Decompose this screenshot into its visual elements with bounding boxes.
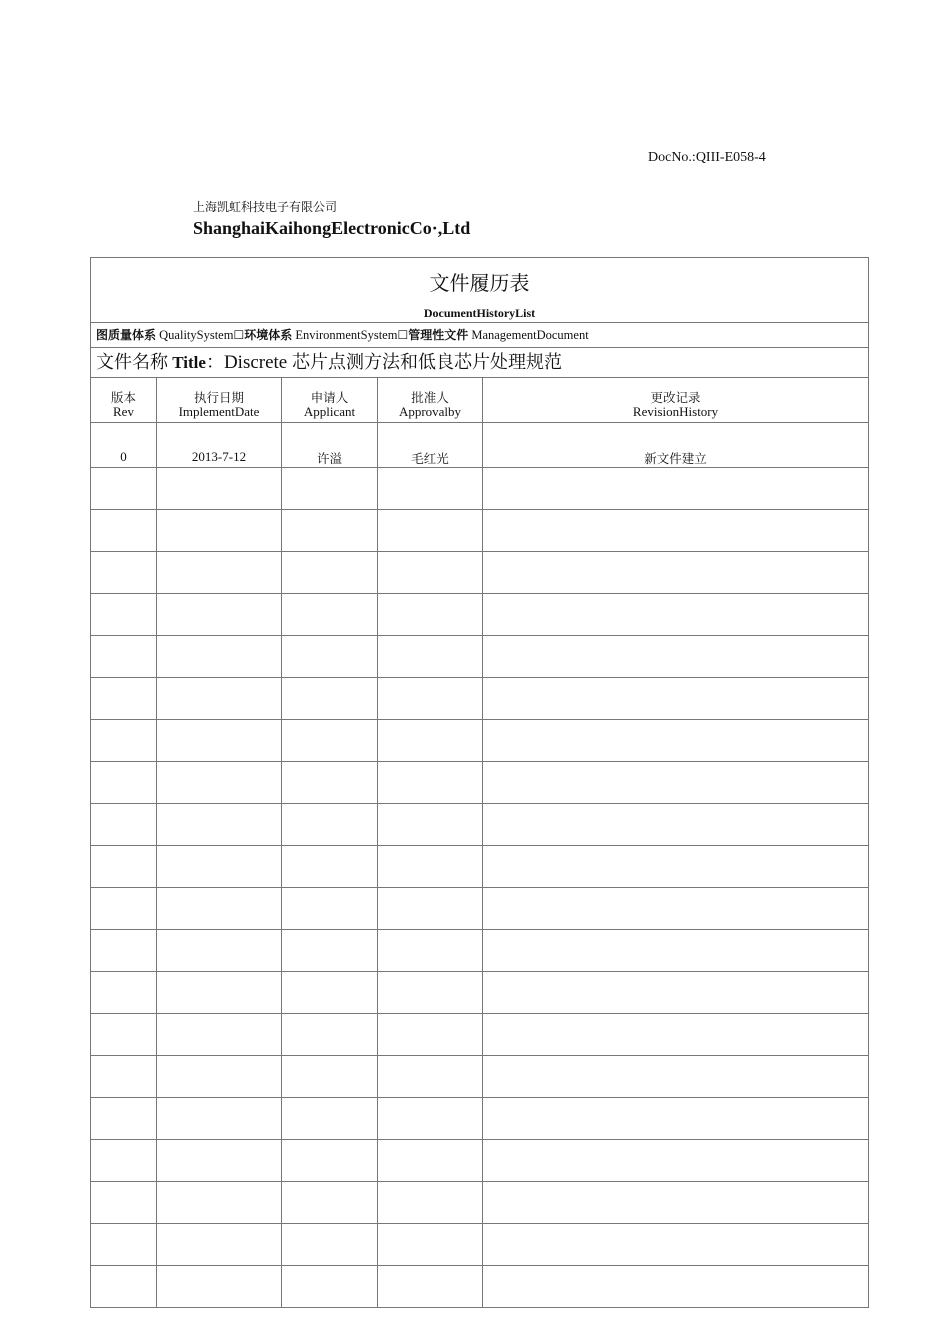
applicant-value: 许溢 (316, 451, 342, 466)
column-header-history-cn: 更改记录 (650, 390, 701, 405)
rev-value: 0 (120, 449, 127, 464)
empty-table-row (91, 678, 869, 720)
empty-cell (282, 510, 378, 552)
column-header-date (157, 378, 282, 423)
empty-cell (483, 888, 869, 930)
document-history-table (90, 257, 869, 1308)
empty-cell (157, 468, 282, 510)
empty-cell (157, 1224, 282, 1266)
environment-system-checkbox[interactable]: ☐ (233, 328, 245, 342)
empty-cell (483, 930, 869, 972)
management-document-checkbox[interactable]: ☐ (397, 328, 409, 342)
empty-cell (157, 1098, 282, 1140)
empty-cell (91, 762, 157, 804)
empty-cell (157, 888, 282, 930)
empty-cell (91, 720, 157, 762)
empty-table-row (91, 510, 869, 552)
empty-cell (483, 678, 869, 720)
document-name-value-cn: 芯片点测方法和低良芯片处理规范 (292, 352, 562, 373)
empty-table-row (91, 594, 869, 636)
empty-rows (91, 468, 869, 1308)
empty-cell (378, 594, 483, 636)
empty-cell (483, 846, 869, 888)
empty-cell (157, 678, 282, 720)
empty-cell (91, 552, 157, 594)
empty-cell (157, 552, 282, 594)
empty-table-row (91, 804, 869, 846)
empty-cell (378, 930, 483, 972)
empty-cell (91, 594, 157, 636)
empty-cell (378, 636, 483, 678)
cell-date (157, 423, 282, 468)
empty-cell (378, 972, 483, 1014)
history-value: 新文件建立 (644, 451, 707, 466)
empty-cell (91, 930, 157, 972)
empty-cell (91, 510, 157, 552)
empty-cell (282, 1098, 378, 1140)
empty-cell (483, 1224, 869, 1266)
empty-table-row (91, 468, 869, 510)
empty-cell (282, 930, 378, 972)
column-header-row (91, 378, 869, 423)
empty-cell (91, 678, 157, 720)
empty-cell (91, 804, 157, 846)
empty-table-row (91, 930, 869, 972)
empty-cell (157, 636, 282, 678)
column-header-rev (91, 378, 157, 423)
empty-table-row (91, 1266, 869, 1308)
empty-table-row (91, 1224, 869, 1266)
empty-cell (282, 678, 378, 720)
form-title-chinese: 文件履历表 (429, 271, 530, 295)
empty-table-row (91, 1056, 869, 1098)
empty-cell (282, 846, 378, 888)
empty-cell (282, 762, 378, 804)
empty-cell (483, 762, 869, 804)
column-header-date-en: ImplementDate (178, 404, 260, 419)
quality-system-label-en: QualitySystem (156, 328, 234, 342)
empty-cell (483, 1266, 869, 1308)
column-header-applicant-en: Applicant (303, 404, 356, 419)
empty-cell (483, 510, 869, 552)
empty-cell (157, 930, 282, 972)
empty-cell (282, 468, 378, 510)
empty-cell (91, 1056, 157, 1098)
empty-cell (157, 510, 282, 552)
empty-cell (282, 594, 378, 636)
empty-cell (282, 1140, 378, 1182)
empty-cell (483, 1056, 869, 1098)
empty-cell (378, 846, 483, 888)
empty-table-row (91, 1140, 869, 1182)
environment-system-label-en: EnvironmentSystem (292, 328, 398, 342)
system-type-row (91, 323, 869, 348)
empty-cell (157, 804, 282, 846)
empty-cell (378, 1014, 483, 1056)
empty-cell (483, 804, 869, 846)
empty-cell (483, 594, 869, 636)
empty-cell (91, 888, 157, 930)
form-title-english: DocumentHistoryList (423, 306, 536, 320)
empty-table-row (91, 1182, 869, 1224)
empty-cell (378, 552, 483, 594)
empty-table-row (91, 720, 869, 762)
empty-cell (282, 888, 378, 930)
column-header-history (483, 378, 869, 423)
empty-cell (378, 720, 483, 762)
column-header-applicant-cn: 申请人 (310, 390, 349, 405)
empty-cell (483, 468, 869, 510)
empty-cell (483, 1182, 869, 1224)
empty-cell (378, 510, 483, 552)
empty-cell (157, 972, 282, 1014)
approver-value: 毛红光 (411, 451, 449, 466)
empty-cell (483, 552, 869, 594)
column-header-approver (378, 378, 483, 423)
empty-cell (282, 636, 378, 678)
empty-table-row (91, 636, 869, 678)
empty-cell (282, 720, 378, 762)
empty-cell (91, 1266, 157, 1308)
empty-cell (378, 762, 483, 804)
date-value: 2013-7-12 (191, 449, 247, 464)
management-document-label-en: ManagementDocument (468, 328, 589, 342)
empty-cell (91, 972, 157, 1014)
column-header-approver-en: Approvalby (398, 404, 462, 419)
company-name-chinese: 上海凯虹科技电子有限公司 (193, 200, 338, 214)
column-header-approver-cn: 批准人 (411, 390, 449, 405)
document-name-colon: ： (205, 352, 224, 373)
empty-cell (157, 594, 282, 636)
empty-cell (157, 720, 282, 762)
column-header-history-en: RevisionHistory (632, 404, 719, 419)
empty-cell (378, 1056, 483, 1098)
document-name-label-cn: 文件名称 (96, 352, 168, 373)
company-name-english: ShanghaiKaihongElectronicCo·,Ltd (193, 218, 471, 238)
empty-cell (282, 1014, 378, 1056)
empty-cell (282, 552, 378, 594)
cell-approver (378, 423, 483, 468)
empty-cell (282, 804, 378, 846)
empty-cell (378, 1140, 483, 1182)
empty-cell (378, 888, 483, 930)
empty-cell (91, 1182, 157, 1224)
empty-table-row (91, 1014, 869, 1056)
empty-table-row (91, 846, 869, 888)
empty-cell (483, 1014, 869, 1056)
form-title-cell (91, 258, 869, 323)
column-header-rev-cn: 版本 (110, 390, 136, 405)
quality-system-label-cn: 图质量体系 (96, 328, 157, 342)
empty-cell (378, 804, 483, 846)
cell-history (483, 423, 869, 468)
empty-cell (282, 1182, 378, 1224)
document-name-value-en: Discrete (223, 352, 292, 373)
empty-cell (157, 1140, 282, 1182)
empty-table-row (91, 762, 869, 804)
environment-system-label-cn: 环境体系 (244, 328, 293, 342)
empty-cell (378, 1182, 483, 1224)
empty-cell (282, 1224, 378, 1266)
cell-rev (91, 423, 157, 468)
document-name-row (91, 348, 869, 378)
document-number: DocNo.:QIII-E058-4 (648, 150, 766, 165)
empty-cell (157, 846, 282, 888)
empty-cell (91, 1014, 157, 1056)
empty-cell (483, 1140, 869, 1182)
empty-cell (157, 1056, 282, 1098)
empty-cell (157, 1182, 282, 1224)
column-header-rev-en: Rev (113, 404, 134, 419)
empty-cell (282, 972, 378, 1014)
column-header-applicant (282, 378, 378, 423)
empty-table-row (91, 888, 869, 930)
empty-table-row (91, 1098, 869, 1140)
empty-cell (157, 1266, 282, 1308)
empty-cell (91, 1140, 157, 1182)
empty-cell (91, 636, 157, 678)
empty-cell (91, 468, 157, 510)
empty-cell (483, 636, 869, 678)
empty-cell (157, 1014, 282, 1056)
empty-cell (378, 468, 483, 510)
empty-table-row (91, 552, 869, 594)
management-document-label-cn: 管理性文件 (408, 328, 469, 342)
empty-cell (282, 1266, 378, 1308)
empty-cell (91, 1224, 157, 1266)
column-header-date-cn: 执行日期 (193, 390, 244, 405)
empty-cell (378, 1266, 483, 1308)
cell-applicant (282, 423, 378, 468)
empty-cell (91, 1098, 157, 1140)
empty-cell (378, 1098, 483, 1140)
empty-table-row (91, 972, 869, 1014)
empty-cell (483, 1098, 869, 1140)
empty-cell (483, 720, 869, 762)
empty-cell (378, 1224, 483, 1266)
empty-cell (483, 972, 869, 1014)
table-row (91, 423, 869, 468)
empty-cell (378, 678, 483, 720)
empty-cell (157, 762, 282, 804)
empty-cell (91, 846, 157, 888)
document-name-label-en: Title (168, 353, 206, 372)
empty-cell (282, 1056, 378, 1098)
